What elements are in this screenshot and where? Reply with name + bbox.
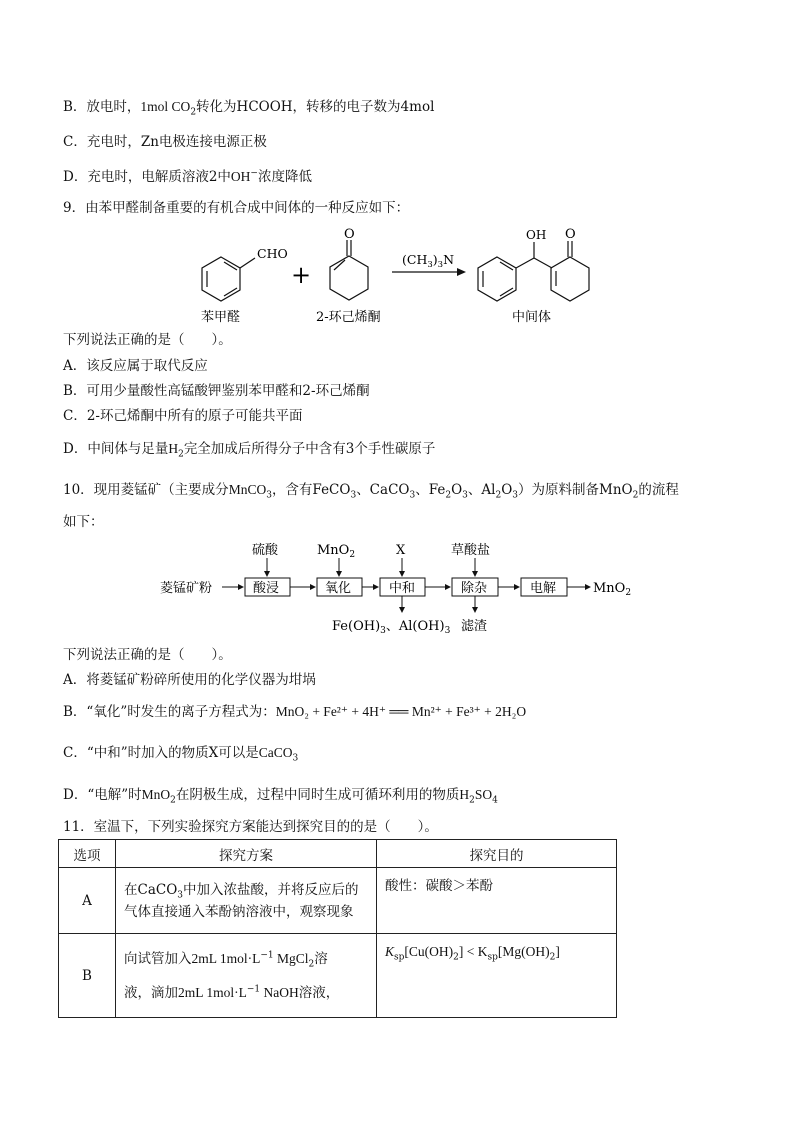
cyclohexenone-ring xyxy=(330,256,368,300)
step-label-1: 酸浸 xyxy=(253,581,280,596)
q9-option-b: B．可用少量酸性高锰酸钾鉴别苯甲醛和2-环己烯酮 xyxy=(63,383,370,399)
row-a-goal: 酸性：碳酸＞苯酚 xyxy=(377,868,617,934)
label-intermediate: 中间体 xyxy=(512,310,552,325)
table-row xyxy=(59,868,617,934)
product-benzene-ring xyxy=(478,257,516,301)
q10-option-c: C．“中和”时加入的物质X可以是CaCO$_3$ xyxy=(63,745,299,764)
input-label-4: 草酸盐 xyxy=(451,543,491,558)
input-label-3: X xyxy=(396,543,406,558)
flow-end: MnO$_2$ xyxy=(593,581,632,598)
step-label-2: 氧化 xyxy=(325,581,352,596)
q8-option-d: D．充电时，电解质溶液2中OH−浓度降低 xyxy=(63,168,312,185)
q9-prompt: 下列说法正确的是（ ）。 xyxy=(63,332,232,348)
q11-stem: 11．室温下，下列实验探究方案能达到探究目的的是（ ）。 xyxy=(63,819,438,835)
step-label-4: 除杂 xyxy=(461,581,488,596)
header-goal: 探究目的 xyxy=(377,840,617,868)
row-b-plan: 向试管加入2mL $1mol\cdot L^{-1}$ MgCl$_2$溶 液，滴加2mL $1mol\cdot L^{-1}$ NaOH溶液， xyxy=(116,934,377,1018)
q9-stem: 9．由苯甲醛制备重要的有机合成中间体的一种反应如下： xyxy=(63,200,410,216)
input-label-2: MnO$_2$ xyxy=(317,543,356,560)
product-oxygen-label: O xyxy=(565,227,576,242)
q8-option-c: C．充电时，Zn电极连接电源正极 xyxy=(63,134,267,150)
row-b-goal: $K_{sp}[Cu(OH)_2] < K_{sp}[Mg(OH)_2]$ xyxy=(377,934,617,1018)
output-label-2: 滤渣 xyxy=(461,619,488,634)
cho-label: CHO xyxy=(257,246,288,261)
plus-sign: + xyxy=(291,261,312,289)
hydroxyl-label: OH xyxy=(526,228,547,242)
q10-prompt: 下列说法正确的是（ ）。 xyxy=(63,647,232,663)
q10-option-a: A．将菱锰矿粉碎所使用的化学仪器为坩埚 xyxy=(63,672,316,688)
table-header-row xyxy=(59,840,617,868)
arrow-head xyxy=(457,268,466,276)
q10-option-b: B．“氧化”时发生的离子方程式为：MnO₂ + Fe²⁺ + 4H⁺ ══ Mn²⁺ + Fe³⁺ + 2H₂O xyxy=(63,704,527,720)
header-option: 选项 xyxy=(59,840,116,868)
process-flow xyxy=(0,538,794,638)
step-label-3: 中和 xyxy=(389,581,416,596)
step-label-5: 电解 xyxy=(530,581,557,596)
q8-option-b: B．放电时，1mol $CO_2$转化为HCOOH，转移的电子数为4mol xyxy=(63,99,435,118)
table-row xyxy=(59,934,617,1018)
benzene-ring xyxy=(202,257,240,301)
q10-stem-cont: 如下： xyxy=(63,514,104,530)
header-plan: 探究方案 xyxy=(116,840,377,868)
catalyst-label: $(CH_3)_3N$ xyxy=(402,252,455,270)
output-label-1: $Fe(OH)_3$、$Al(OH)_3$ xyxy=(332,619,451,636)
q10-option-d: D．“电解”时MnO$_2$在阴极生成，过程中同时生成可循环利用的物质$H_2SO_4$ xyxy=(63,787,498,806)
label-cyclohexenone: 2-环己烯酮 xyxy=(316,310,381,325)
product-cyclohexenone-ring xyxy=(551,257,589,301)
flow-start: 菱锰矿粉 xyxy=(160,581,213,596)
q9-option-a: A．该反应属于取代反应 xyxy=(63,358,208,374)
reaction-scheme xyxy=(0,220,794,335)
input-label-1: 硫酸 xyxy=(252,543,279,558)
label-benzaldehyde: 苯甲醛 xyxy=(201,310,241,325)
row-b-option: B xyxy=(59,934,116,1018)
q9-option-c: C．2-环己烯酮中所有的原子可能共平面 xyxy=(63,408,303,424)
row-a-option: A xyxy=(59,868,116,934)
oxygen-label: O xyxy=(344,227,355,242)
experiment-table xyxy=(58,839,617,1018)
row-a-plan: 在CaCO$_3$中加入浓盐酸，并将反应后的 气体直接通入苯酚钠溶液中，观察现象 xyxy=(116,868,377,934)
q9-option-d: D．中间体与足量$H_2$完全加成后所得分子中含有3个手性碳原子 xyxy=(63,441,436,460)
q10-stem: 10．现用菱锰矿（主要成分MnCO$_3$，含有FeCO$_3$、CaCO$_3$、$Fe_2O_3$、$Al_2O_3$）为原料制备MnO$_2$的流程 xyxy=(63,482,679,501)
